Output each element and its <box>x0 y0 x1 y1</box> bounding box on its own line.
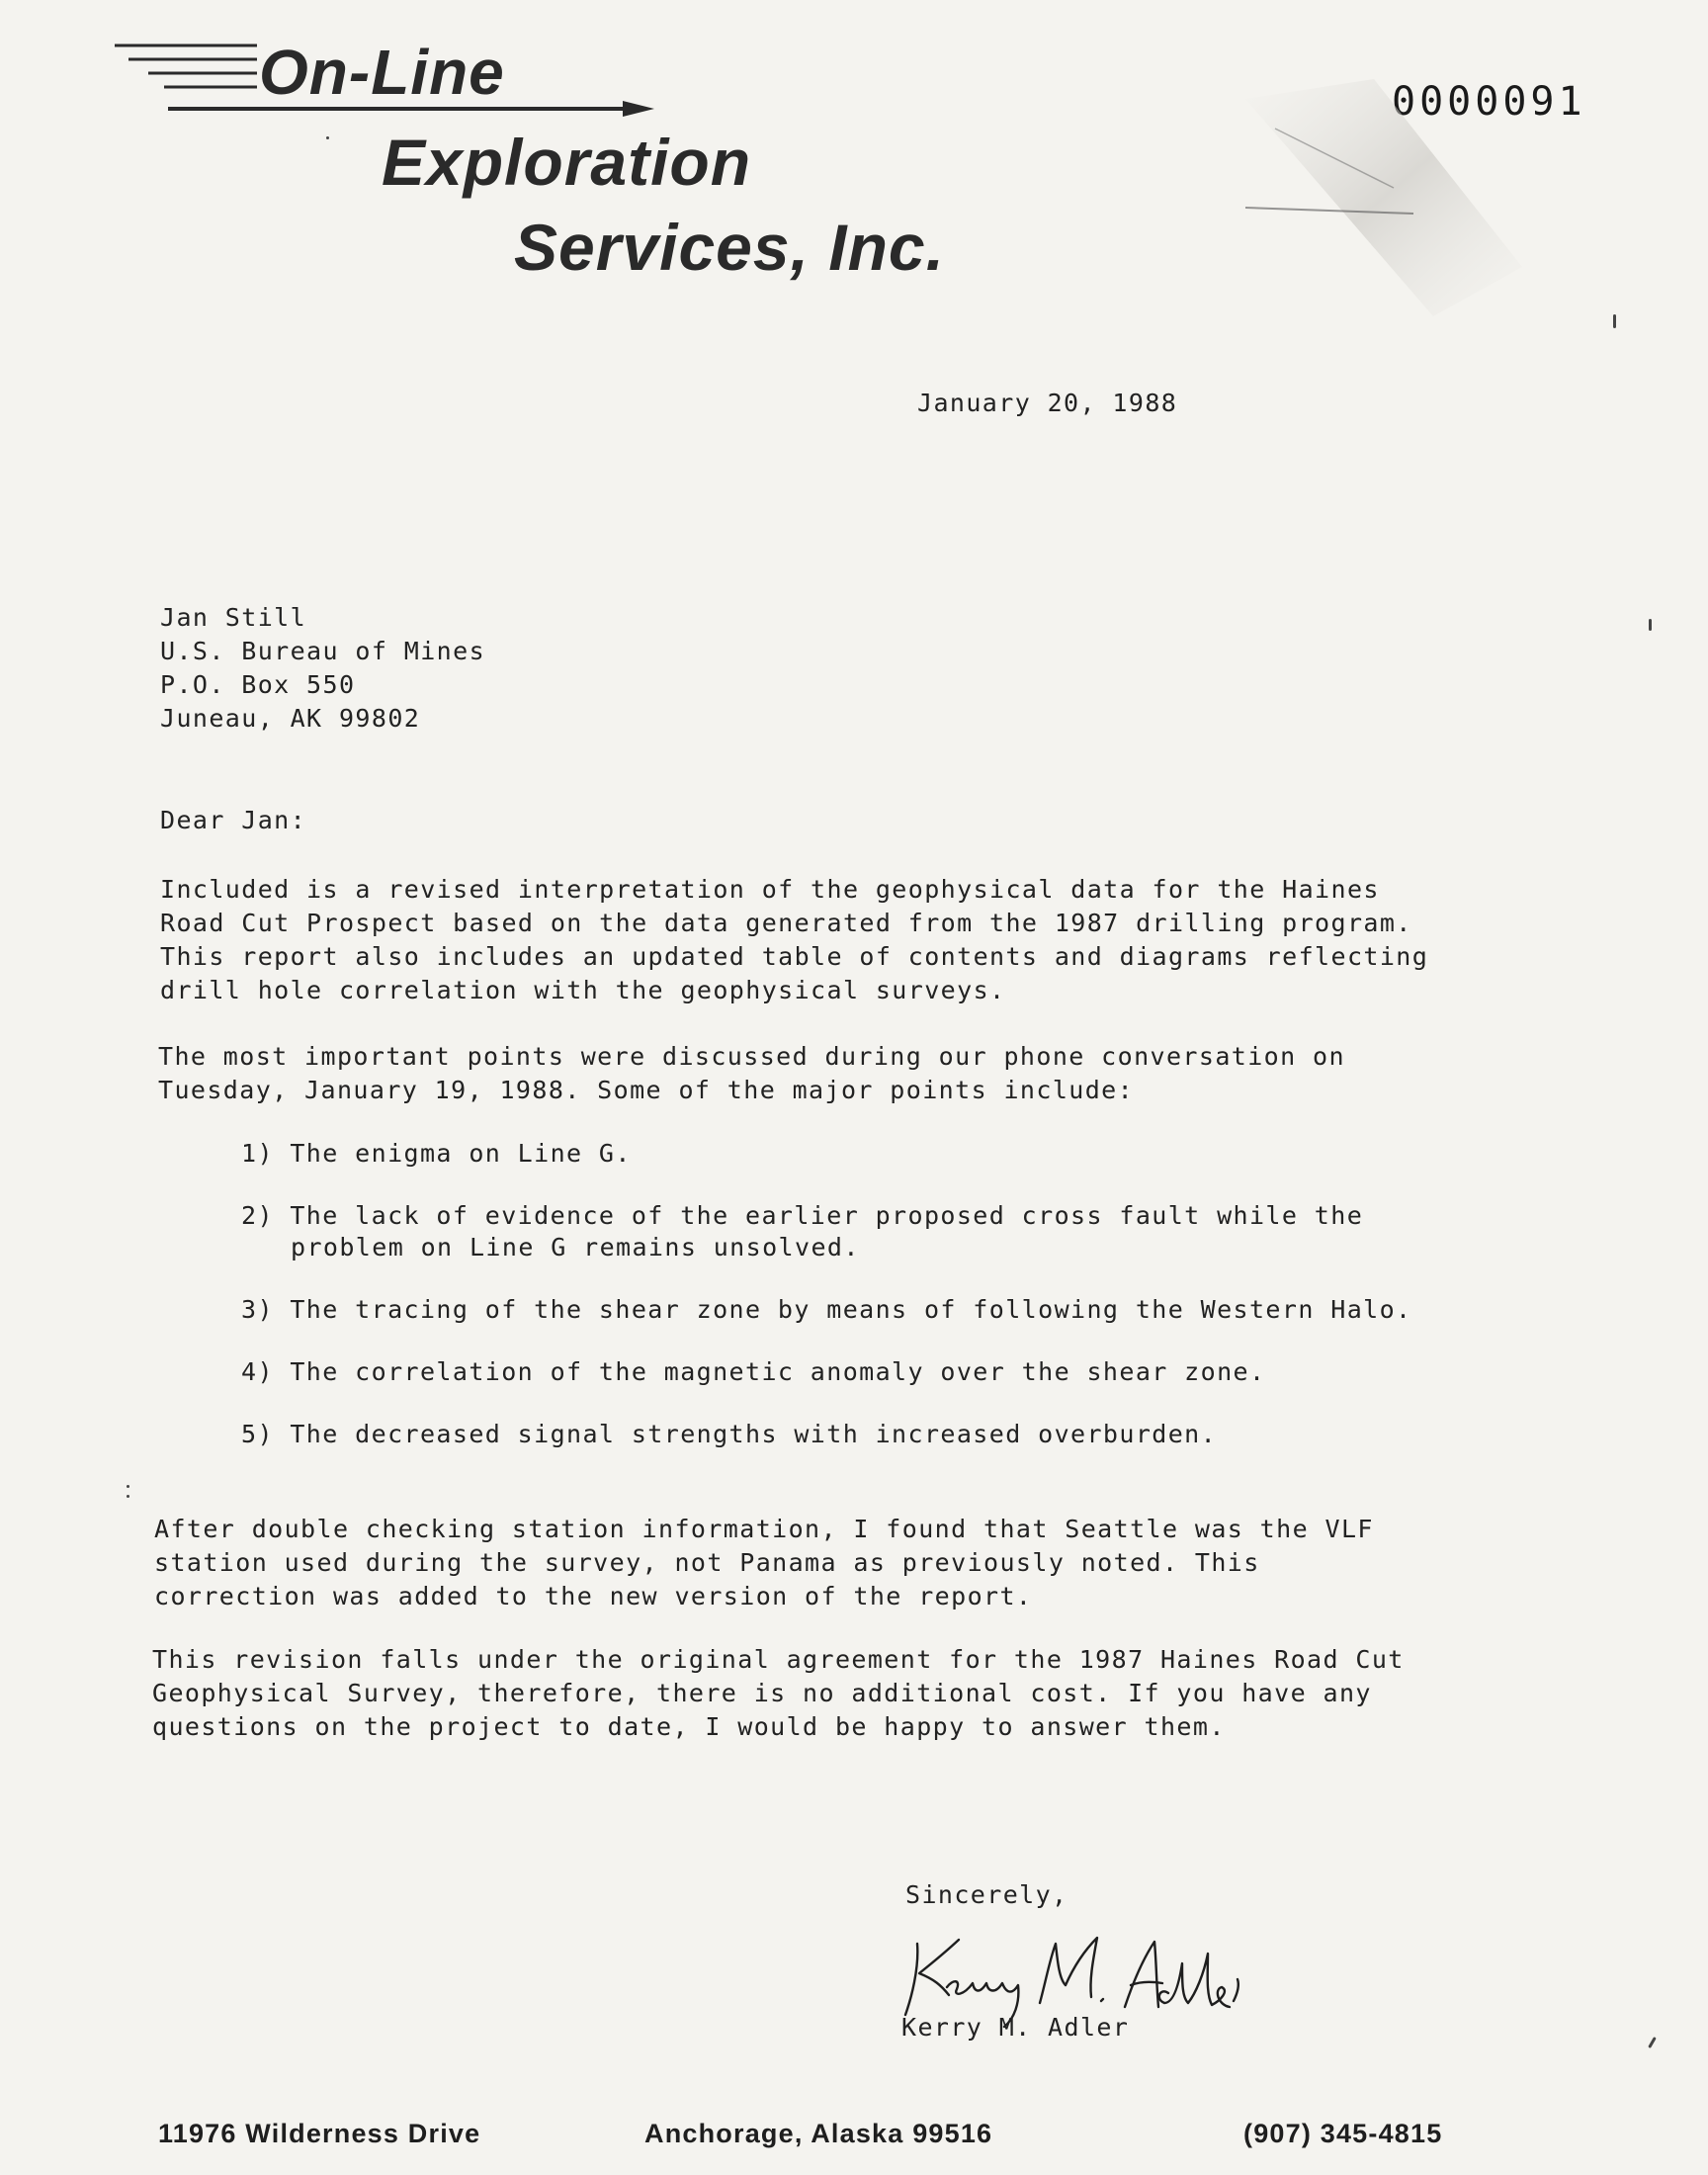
paragraph-line: correction was added to the new version of the report. <box>154 1582 1033 1610</box>
scan-speck <box>1613 314 1616 328</box>
paragraph-4 <box>152 1643 1405 1744</box>
list-item <box>241 1293 1412 1325</box>
list-item-text: The lack of evidence of the earlier proposed cross fault while the <box>290 1201 1364 1230</box>
footer-city: Anchorage, Alaska 99516 <box>644 2119 993 2148</box>
company-logo <box>0 0 1087 297</box>
paragraph-line: Included is a revised interpretation of the geophysical data for the Haines <box>160 875 1380 904</box>
paragraph-line: The most important points were discussed during our phone conversation on <box>158 1042 1345 1071</box>
list-item <box>241 1418 1412 1449</box>
paragraph-line: Geophysical Survey, therefore, there is no additional cost. If you have any <box>152 1679 1372 1707</box>
scan-speck <box>326 136 329 139</box>
closing: Sincerely, <box>905 1880 1068 1909</box>
recipient-city-state-zip: Juneau, AK 99802 <box>160 704 421 733</box>
document-number: 0000091 <box>1392 79 1586 125</box>
list-item-text: The enigma on Line G. <box>290 1139 632 1168</box>
signer-name: Kerry M. Adler <box>901 2013 1130 2042</box>
recipient-organization: U.S. Bureau of Mines <box>160 637 486 665</box>
logo-line-1: On-Line <box>259 37 505 108</box>
paragraph-line: questions on the project to date, I would be happy to answer them. <box>152 1712 1226 1741</box>
letter-date: January 20, 1988 <box>917 389 1178 417</box>
list-item-text: The tracing of the shear zone by means of following the Western Halo. <box>290 1295 1412 1324</box>
paragraph-line: Tuesday, January 19, 1988. Some of the major points include: <box>158 1076 1135 1104</box>
footer-phone: (907) 345-4815 <box>1243 2119 1443 2148</box>
folded-corner-shadow-icon <box>1216 40 1631 366</box>
paragraph-1 <box>160 873 1428 1007</box>
recipient-address <box>160 601 485 736</box>
list-item-text: The decreased signal strengths with increased overburden. <box>290 1420 1218 1448</box>
list-item-number: 1) <box>241 1139 274 1168</box>
salutation: Dear Jan: <box>160 806 307 834</box>
paragraph-line: This revision falls under the original agreement for the 1987 Haines Road Cut <box>152 1645 1405 1674</box>
paragraph-line: station used during the survey, not Panama as previously noted. This <box>154 1548 1260 1577</box>
list-item <box>241 1355 1412 1387</box>
list-item-text: problem on Line G remains unsolved. <box>291 1233 860 1262</box>
paragraph-line: drill hole correlation with the geophysical surveys. <box>160 976 1006 1004</box>
list-item-number: 5) <box>241 1420 274 1448</box>
list-item-text: The correlation of the magnetic anomaly over the shear zone. <box>290 1357 1266 1386</box>
list-item-number: 3) <box>241 1295 274 1324</box>
logo-line-3: Services, Inc. <box>514 211 945 284</box>
list-item-number: 4) <box>241 1357 274 1386</box>
logo-line-2: Exploration <box>382 126 752 199</box>
paragraph-line: Road Cut Prospect based on the data generated from the 1987 drilling program. <box>160 909 1412 937</box>
scan-speck <box>1649 619 1652 631</box>
list-item-number: 2) <box>241 1201 274 1230</box>
list-item <box>241 1199 1412 1262</box>
paragraph-line: This report also includes an updated table of contents and diagrams reflecting <box>160 942 1429 971</box>
recipient-name: Jan Still <box>160 603 307 632</box>
list-item <box>241 1137 1412 1169</box>
recipient-po-box: P.O. Box 550 <box>160 670 356 699</box>
paragraph-3 <box>154 1513 1374 1613</box>
scan-speck <box>127 1495 129 1498</box>
paragraph-line: After double checking station information, I found that Seattle was the VLF <box>154 1515 1374 1543</box>
footer-street: 11976 Wilderness Drive <box>158 2119 481 2148</box>
scan-speck <box>1648 2037 1657 2048</box>
major-points-list <box>241 1137 1412 1480</box>
paragraph-2 <box>158 1040 1345 1107</box>
scan-speck <box>127 1485 129 1488</box>
